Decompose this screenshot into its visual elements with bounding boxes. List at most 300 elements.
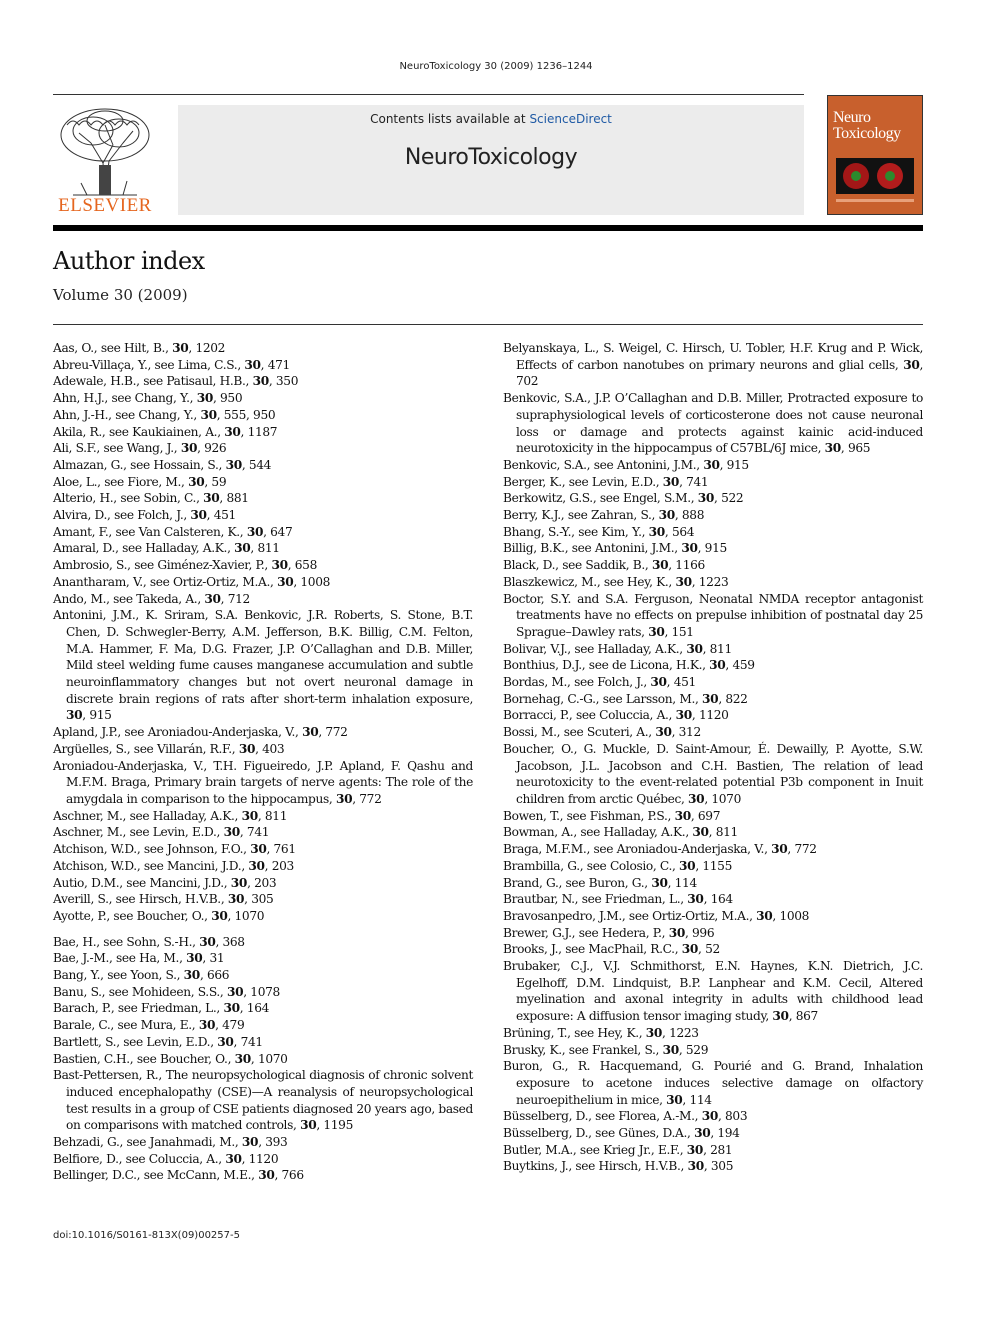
index-entry [503, 540, 923, 557]
running-head: NeuroToxicology 30 (2009) 1236–1244 [399, 61, 593, 72]
entry-page: , 164 [239, 1001, 270, 1016]
entry-volume: 30 [688, 791, 705, 806]
entry-volume: 30 [223, 825, 240, 840]
entry-volume: 30 [645, 1025, 663, 1040]
index-entry [53, 891, 473, 908]
entry-text: Barach, P., see Friedman, L., [53, 1001, 224, 1016]
entry-text: Brambilla, G., see Colosio, C., [503, 858, 680, 873]
entry-page: , 59 [204, 474, 227, 489]
index-entry [503, 724, 923, 741]
entry-page: , 350 [268, 374, 299, 389]
entry-text: Braga, M.F.M., see Aroniadou-Anderjaska, V., [503, 842, 772, 857]
entry-text: Atchison, W.D., see Johnson, F.O., [53, 842, 251, 857]
entry-page: , 194 [710, 1126, 740, 1141]
entry-page: , 772 [318, 725, 348, 740]
entry-text: Brooks, J., see MacPhail, R.C., [503, 942, 682, 957]
entry-text: Behzadi, G., see Janahmadi, M., [53, 1135, 242, 1150]
doi-footer: doi:10.1016/S0161-813X(09)00257-5 [53, 1230, 240, 1241]
index-entry [503, 1158, 923, 1175]
entry-page: , 965 [840, 441, 871, 456]
entry-volume: 30 [648, 624, 665, 639]
entry-page: , 203 [264, 858, 294, 873]
entry-text: Anantharam, V., see Ortiz-Ortiz, M.A., [53, 574, 278, 589]
index-entry [53, 824, 473, 841]
entry-volume: 30 [668, 925, 685, 940]
entry-text: Bae, H., see Sohn, S.-H., [53, 934, 200, 949]
index-entry [503, 958, 923, 1025]
entry-page: , 1195 [316, 1118, 353, 1133]
entry-text: Bastien, C.H., see Boucher, O., [53, 1051, 235, 1066]
section-rule [53, 324, 923, 325]
entry-volume: 30 [204, 591, 221, 606]
entry-page: , 741 [239, 825, 270, 840]
entry-text: Bowman, A., see Halladay, A.K., [503, 825, 693, 840]
index-entry [53, 373, 473, 390]
entry-page: , 926 [197, 441, 227, 456]
entry-page: , 772 [787, 842, 817, 857]
entry-volume: 30 [651, 875, 668, 890]
entry-volume: 30 [771, 842, 788, 857]
index-entry [503, 891, 923, 908]
entry-volume: 30 [200, 407, 217, 422]
entry-volume: 30 [903, 357, 920, 372]
entry-page: , 915 [719, 457, 749, 472]
entry-page: , 529 [678, 1042, 709, 1057]
entry-text: Aas, O., see Hilt, B., [53, 341, 173, 355]
entry-page: , 1070 [704, 791, 741, 806]
index-entry [503, 574, 923, 591]
entry-text: Antonini, J.M., K. Sriram, S.A. Benkovic, J.R. Roberts, S. Stone, B.T. Chen, D. Schwegler-Berry, A.M. Jefferson, B.K. Billig, C.M. Felton, M.A. Hammer, F. Ma, D.G. Frazer, J.P. O’Callaghan and D.B. Miller, Mild steel welding fume causes manganese accumulation and subtle neuroinflammatory changes but not overt neuronal damage in discrete brain regions of rats after short-term inhalation exposure, [53, 608, 473, 706]
entry-text: Butler, M.A., see Krieg Jr., E.F., [503, 1142, 687, 1157]
entry-text: Ahn, H.J., see Chang, Y., [53, 391, 197, 406]
entry-volume: 30 [674, 808, 691, 823]
entry-page: , 811 [250, 541, 280, 556]
entry-text: Almazan, G., see Hossain, S., [53, 457, 226, 472]
entry-page: , 702 [516, 357, 923, 389]
journal-banner [178, 105, 804, 215]
entry-volume: 30 [675, 574, 692, 589]
index-entry [53, 1134, 473, 1151]
entry-page: , 811 [257, 808, 288, 823]
entry-volume: 30 [241, 1135, 259, 1150]
entry-text: Black, D., see Saddik, B., [503, 558, 652, 573]
index-entry [503, 875, 923, 892]
index-entry [53, 758, 473, 808]
index-entry [53, 950, 473, 967]
entry-page: , 1008 [772, 908, 810, 923]
index-entry [503, 908, 923, 925]
entry-volume: 30 [246, 524, 264, 539]
entry-volume: 30 [824, 441, 841, 456]
entry-text: Bornehag, C.-G., see Larsson, M., [503, 691, 703, 706]
entry-volume: 30 [662, 1042, 679, 1057]
entry-page: , 1223 [691, 574, 729, 589]
index-entry [53, 607, 473, 724]
entry-page: , 881 [219, 491, 249, 506]
entry-volume: 30 [772, 1009, 789, 1024]
index-entry [503, 1142, 923, 1159]
index-entry [503, 808, 923, 825]
entry-volume: 30 [188, 474, 205, 489]
entry-page: , 555, 950 [216, 407, 276, 422]
entry-text: Barale, C., see Mura, E., [53, 1018, 199, 1033]
entry-text: Aschner, M., see Halladay, A.K., [53, 808, 242, 823]
index-entry [53, 1017, 473, 1034]
entry-text: Benkovic, S.A., see Antonini, J.M., [503, 457, 704, 472]
index-entry [53, 1051, 473, 1068]
index-entry [53, 741, 473, 758]
index-entry [53, 808, 473, 825]
entry-volume: 30 [701, 1109, 718, 1124]
journal-cover [827, 95, 923, 215]
entry-text: Bartlett, S., see Levin, E.D., [53, 1034, 218, 1049]
entry-volume: 30 [217, 1034, 234, 1049]
index-entry [53, 407, 473, 424]
index-entry [503, 507, 923, 524]
entry-volume: 30 [686, 641, 703, 656]
index-entry [503, 1125, 923, 1142]
index-entry [53, 574, 473, 591]
entry-text: Banu, S., see Mohideen, S.S., [53, 984, 227, 999]
entry-volume: 30 [658, 508, 675, 523]
entry-page: , 522 [714, 491, 744, 506]
cover-title-line-1: Neuro [833, 109, 871, 126]
entry-text: Büsselberg, D., see Günes, D.A., [503, 1126, 695, 1141]
entry-text: Berkowitz, G.S., see Engel, S.M., [503, 491, 698, 506]
entry-volume: 30 [686, 1142, 704, 1157]
entry-volume: 30 [226, 984, 244, 999]
entry-page: , 114 [667, 875, 697, 890]
entry-page: , 766 [274, 1168, 304, 1183]
index-entry [53, 858, 473, 875]
index-entry [503, 641, 923, 658]
entry-volume: 30 [223, 1001, 240, 1016]
entry-page: , 658 [287, 558, 317, 573]
entry-text: Boctor, S.Y. and S.A. Ferguson, Neonatal NMDA receptor antagonist treatments have no effects on prepulse inhibition of postnatal day 25 Sprague–Dawley rats, [503, 591, 923, 639]
entry-text: Bossi, M., see Scuteri, A., [503, 725, 656, 740]
entry-page: , 403 [255, 741, 285, 756]
entry-page: , 1008 [293, 574, 331, 589]
entry-text: Brewer, G.J., see Hedera, P., [503, 925, 669, 940]
entry-volume: 30 [172, 341, 189, 355]
entry-text: Bang, Y., see Yoon, S., [53, 968, 184, 983]
entry-page: , 712 [220, 591, 250, 606]
entry-text: Abreu-Villaça, Y., see Lima, C.S., [53, 357, 245, 372]
entry-page: , 772 [352, 791, 382, 806]
entry-volume: 30 [224, 424, 241, 439]
entry-volume: 30 [250, 842, 267, 857]
entry-text: Argüelles, S., see Villarán, R.F., [53, 741, 239, 756]
entry-page: , 164 [703, 892, 733, 907]
entry-volume: 30 [675, 708, 692, 723]
entry-page: , 451 [666, 675, 696, 690]
index-entry [503, 591, 923, 641]
volume-line: Volume 30 (2009) [53, 286, 188, 304]
entry-text: Blaszkewicz, M., see Hey, K., [503, 574, 676, 589]
entry-volume: 30 [679, 858, 696, 873]
entry-text: Ahn, J.-H., see Chang, Y., [53, 407, 201, 422]
index-entry [503, 490, 923, 507]
entry-volume: 30 [709, 658, 726, 673]
index-entry [503, 674, 923, 691]
entry-text: Belyanskaya, L., S. Weigel, C. Hirsch, U. Tobler, H.F. Krug and P. Wick, Effects of carbon nanotubes on primary neurons and glial cells, [503, 341, 923, 372]
index-entry [53, 934, 473, 951]
index-entry [53, 524, 473, 541]
entry-page: , 888 [674, 508, 705, 523]
entry-page: , 544 [241, 457, 272, 472]
index-entry [503, 524, 923, 541]
entry-text: Aschner, M., see Levin, E.D., [53, 825, 224, 840]
entry-text: Adewale, H.B., see Patisaul, H.B., [53, 374, 253, 389]
index-entry [503, 858, 923, 875]
index-column-right [503, 340, 923, 1175]
entry-text: Bast-Pettersen, R., The neuropsychological diagnosis of chronic solvent induced encephalopathy (CSE)—A reanalysis of neuropsychological test results in a group of CSE patients diagnosed 20 years ago, based on comparisons with matched controls, [53, 1068, 473, 1133]
entry-volume: 30 [211, 908, 228, 923]
entry-volume: 30 [277, 574, 294, 589]
entry-volume: 30 [650, 675, 667, 690]
entry-volume: 30 [335, 791, 353, 806]
entry-page: , 564 [664, 524, 695, 539]
entry-volume: 30 [234, 1051, 251, 1066]
index-entry [53, 984, 473, 1001]
index-entry [53, 841, 473, 858]
entry-page: , 915 [697, 541, 727, 556]
entry-page: , 52 [698, 942, 720, 957]
entry-page: , 305 [244, 892, 274, 907]
entry-page: , 915 [82, 708, 112, 723]
entry-volume: 30 [196, 391, 213, 406]
index-entry [503, 340, 923, 390]
entry-page: , 1120 [241, 1151, 279, 1166]
entry-volume: 30 [225, 457, 242, 472]
entry-page: , 697 [690, 808, 721, 823]
entry-page: , 803 [717, 1109, 748, 1124]
entry-text: Akila, R., see Kaukiainen, A., [53, 424, 225, 439]
index-entry [53, 591, 473, 608]
entry-page: , 31 [202, 951, 225, 966]
elsevier-wordmark: ELSEVIER [58, 195, 152, 216]
index-entry [53, 424, 473, 441]
entry-volume: 30 [687, 1159, 704, 1174]
entry-page: , 393 [258, 1135, 288, 1150]
entry-volume: 30 [244, 357, 261, 372]
entry-volume: 30 [662, 474, 680, 489]
entry-volume: 30 [655, 725, 672, 740]
entry-page: , 666 [199, 968, 230, 983]
entry-text: Ando, M., see Takeda, A., [53, 591, 205, 606]
entry-volume: 30 [687, 892, 704, 907]
entry-volume: 30 [651, 558, 669, 573]
entry-volume: 30 [203, 491, 220, 506]
entry-text: Aroniadou-Anderjaska, V., T.H. Figueiredo, J.P. Apland, F. Qashu and M.F.M. Braga, Primary brain targets of nerve agents: The role of the amygdala in comparison to the hippocampus, [53, 758, 473, 806]
top-rule [53, 94, 804, 95]
entry-text: Alvira, D., see Folch, J., [53, 508, 191, 523]
entry-volume: 30 [199, 934, 216, 949]
index-entry [53, 1067, 473, 1134]
entry-page: , 1187 [240, 424, 278, 439]
cover-image [836, 158, 914, 194]
entry-text: Borracci, P., see Coluccia, A., [503, 708, 676, 723]
entry-page: , 203 [247, 875, 277, 890]
entry-page: , 1202 [188, 341, 226, 355]
entry-page: , 811 [702, 641, 732, 656]
entry-page: , 1155 [695, 858, 732, 873]
entry-page: , 741 [679, 474, 709, 489]
index-entry [503, 1058, 923, 1108]
index-entry [503, 941, 923, 958]
cover-title [833, 110, 901, 142]
index-entry [503, 474, 923, 491]
index-entry [53, 557, 473, 574]
entry-text: Belfiore, D., see Coluccia, A., [53, 1151, 226, 1166]
entry-text: Bonthius, D.J., see de Licona, H.K., [503, 658, 710, 673]
entry-text: Brubaker, C.J., V.J. Schmithorst, E.N. Haynes, K.N. Dietrich, J.C. Egelhoff, D.M. Lindquist, B.P. Lanphear and K.M. Cecil, Altered myelination and axonal integrity in adults with childhood lead exposure: A diffusion tensor imaging study, [503, 959, 923, 1024]
entry-page: , 114 [682, 1092, 712, 1107]
index-entry [53, 490, 473, 507]
entry-text: Ayotte, P., see Boucher, O., [53, 908, 212, 923]
entry-volume: 30 [258, 1168, 275, 1183]
entry-text: Büsselberg, D., see Florea, A.-M., [503, 1109, 702, 1124]
entry-volume: 30 [648, 524, 665, 539]
entry-text: Boucher, O., G. Muckle, D. Saint-Amour, É. Dewailly, P. Ayotte, S.W. Jacobson, J.L. Jacobson and C.H. Bastien, The relation of lead neurotoxicity to the event-related potential P3b component in Inuit children from arctic Québec, [503, 741, 923, 806]
entry-text: Buytkins, J., see Hirsch, H.V.B., [503, 1159, 688, 1174]
entry-page: , 761 [266, 842, 296, 857]
entry-volume: 30 [702, 691, 719, 706]
index-entry [53, 457, 473, 474]
entry-volume: 30 [681, 541, 698, 556]
index-entry [503, 841, 923, 858]
entry-volume: 30 [694, 1126, 711, 1141]
sciencedirect-link[interactable]: ScienceDirect [529, 112, 612, 126]
entry-volume: 30 [252, 374, 269, 389]
index-entry [53, 875, 473, 892]
entry-volume: 30 [227, 892, 245, 907]
entry-volume: 30 [703, 457, 720, 472]
entry-text: Brand, G., see Buron, G., [503, 875, 652, 890]
entry-text: Averill, S., see Hirsch, H.V.B., [53, 892, 228, 907]
entry-text: Bellinger, D.C., see McCann, M.E., [53, 1168, 259, 1183]
index-entry [53, 474, 473, 491]
entry-page: , 1078 [243, 984, 280, 999]
entry-volume: 30 [66, 708, 83, 723]
entry-page: , 451 [206, 508, 236, 523]
entry-volume: 30 [230, 875, 248, 890]
index-entry [503, 824, 923, 841]
entry-page: , 151 [664, 624, 694, 639]
entry-volume: 30 [241, 808, 258, 823]
journal-title: NeuroToxicology [404, 145, 578, 170]
entry-text: Berry, K.J., see Zahran, S., [503, 508, 659, 523]
index-entry [53, 908, 473, 925]
entry-page: , 1120 [691, 708, 729, 723]
entry-text: Brusky, K., see Frankel, S., [503, 1042, 663, 1057]
index-entry [503, 707, 923, 724]
entry-page: , 1070 [250, 1051, 288, 1066]
contents-line [178, 112, 804, 126]
index-entry [53, 1034, 473, 1051]
entry-volume: 30 [190, 508, 207, 523]
entry-text: Amant, F., see Van Calsteren, K., [53, 524, 247, 539]
entry-page: , 479 [215, 1018, 245, 1033]
entry-page: , 741 [233, 1034, 263, 1049]
entry-page: , 811 [708, 825, 738, 840]
index-entry [53, 357, 473, 374]
index-entry [503, 925, 923, 942]
index-column-left [53, 340, 473, 1184]
index-entry [53, 390, 473, 407]
entry-page: , 281 [703, 1142, 733, 1157]
entry-text: Bordas, M., see Folch, J., [503, 675, 651, 690]
entry-text: Brüning, T., see Hey, K., [503, 1025, 646, 1040]
cover-footer-strip [836, 199, 914, 202]
entry-text: Billig, B.K., see Antonini, J.M., [503, 541, 682, 556]
entry-volume: 30 [180, 441, 198, 456]
entry-page: , 1166 [668, 558, 705, 573]
entry-volume: 30 [692, 825, 709, 840]
contents-prefix: Contents lists available at [370, 112, 530, 126]
entry-text: Ali, S.F., see Wang, J., [53, 441, 181, 456]
entry-text: Bowen, T., see Fishman, P.S., [503, 808, 675, 823]
entry-text: Buron, G., R. Hacquemand, G. Pourié and G. Brand, Inhalation exposure to acetone induces selective damage on olfactory neuroepithelium in mice, [503, 1059, 923, 1107]
index-entry [503, 1108, 923, 1125]
index-entry [503, 557, 923, 574]
entry-page: , 471 [260, 357, 290, 372]
entry-text: Ambrosio, S., see Giménez-Xavier, P., [53, 558, 272, 573]
entry-volume: 30 [225, 1151, 242, 1166]
index-entry [53, 440, 473, 457]
entry-text: Apland, J.P., see Aroniadou-Anderjaska, V., [53, 725, 303, 740]
entry-text: Atchison, W.D., see Mancini, J.D., [53, 858, 249, 873]
index-entry [503, 1025, 923, 1042]
entry-text: Aloe, L., see Fiore, M., [53, 474, 189, 489]
entry-page: , 647 [263, 524, 293, 539]
entry-page: , 1223 [662, 1025, 699, 1040]
index-entry [53, 507, 473, 524]
index-entry [53, 340, 473, 357]
entry-volume: 30 [248, 858, 265, 873]
index-entry [53, 540, 473, 557]
entry-page: , 822 [718, 691, 748, 706]
entry-volume: 30 [697, 491, 715, 506]
entry-text: Alterio, H., see Sobin, C., [53, 491, 204, 506]
entry-volume: 30 [681, 942, 699, 957]
entry-volume: 30 [271, 558, 288, 573]
entry-page: , 312 [671, 725, 701, 740]
index-entry [503, 1042, 923, 1059]
entry-text: Benkovic, S.A., J.P. O’Callaghan and D.B. Miller, Protracted exposure to supraphysiological levels of corticosterone does not cause neuronal loss or damage and protects against kainic acid-induced neurotoxicity in the hippocampus of C57BL/6J mice, [503, 391, 923, 456]
entry-page: , 996 [684, 925, 715, 940]
entry-volume: 30 [186, 951, 203, 966]
entry-volume: 30 [300, 1118, 317, 1133]
entry-volume: 30 [666, 1092, 683, 1107]
index-entry [53, 1000, 473, 1017]
entry-page: , 368 [215, 934, 245, 949]
entry-text: Autio, D.M., see Mancini, J.D., [53, 875, 231, 890]
entry-text: Brautbar, N., see Friedman, L., [503, 892, 688, 907]
index-entry [503, 691, 923, 708]
entry-text: Bhang, S.-Y., see Kim, Y., [503, 524, 649, 539]
entry-volume: 30 [198, 1018, 216, 1033]
entry-text: Berger, K., see Levin, E.D., [503, 474, 663, 489]
cover-title-line-2: Toxicology [833, 125, 901, 142]
index-entry [53, 1151, 473, 1168]
page-title: Author index [53, 247, 205, 275]
index-entry [53, 724, 473, 741]
entry-volume: 30 [756, 908, 773, 923]
index-entry [503, 657, 923, 674]
index-entry [503, 390, 923, 457]
index-entry [503, 457, 923, 474]
